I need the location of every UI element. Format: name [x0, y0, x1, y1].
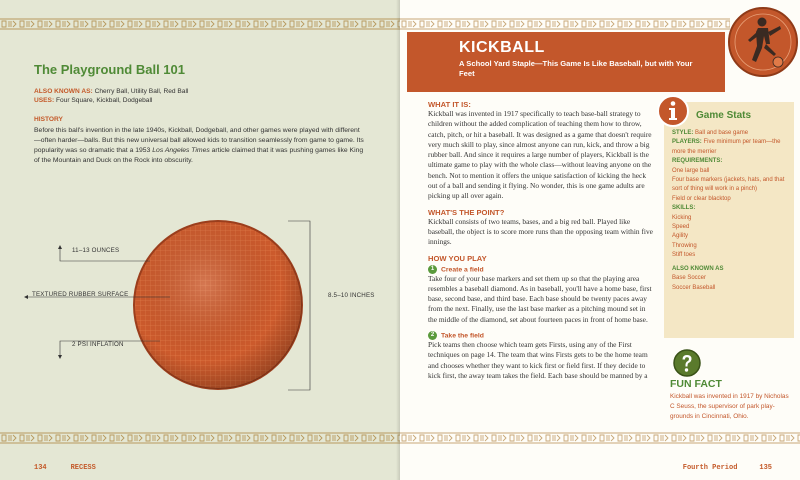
aka-label: ALSO KNOWN AS:: [34, 88, 93, 95]
callout-inflation: 2 PSI INFLATION: [72, 341, 124, 348]
right-page: [400, 0, 800, 480]
game-stats-title: Game Stats: [696, 110, 752, 121]
whats-the-point-text: Kickball consists of two teams, bases, and a big red ball. Played like baseball, the object is to score more runs than the opposing team within five innings.: [428, 216, 653, 247]
callout-surface: TEXTURED RUBBER SURFACE: [32, 291, 129, 298]
left-running-head: RECESS: [70, 464, 96, 472]
skill-item: Kicking: [672, 214, 692, 221]
decorative-border-bottom: [0, 432, 400, 444]
fun-fact-text: Kickball was invented in 1917 by Nicholas C Seuss, the supervisor of park play-grounds in Cincinnati, Ohio.: [670, 393, 789, 421]
game-stats-body: [672, 129, 790, 293]
what-it-is-text: Kickball was invented in 1917 specifically to teach base-ball strategy to children without the added complication of teaching them how to throw, catch, pitch, or hit a baseball. It was designed as a game that doesn't require very much skill to play, since almost anyone can run, kick, and throw a big rubber ball. And since it requires a large number of players, Kickball is the ultimate game to play with the whole class—without leaving anyone on the bench. Not to mention it offers the unique satisfaction of kicking the heck out of a ball and sending it flying. No wonder, this is one game adults are picking up all over again.: [428, 109, 652, 201]
step-1-text: Take four of your base markers and set them up so that the playing area resembles a baseball diamond. As in baseball, you'll have a home base, first base, second base, and third base. Each base should be twenty paces away from the next. Finally, use the last base marker as a pitching mound set in the middle of the diamond, set about fourteen paces in front of home base.: [428, 273, 652, 324]
skill-item: Throwing: [672, 242, 697, 249]
skill-item: Speed: [672, 224, 690, 231]
whats-the-point-heading: WHAT'S THE POINT?: [428, 207, 505, 217]
step-1-number: 1: [428, 265, 437, 274]
requirement-item: One large ball: [672, 167, 710, 174]
skill-item: Stiff toes: [672, 252, 696, 259]
aka-value: Cherry Ball, Utility Ball, Red Ball: [94, 88, 189, 95]
step-2-heading: [428, 331, 656, 340]
history-text: [34, 126, 364, 166]
left-folio: [34, 464, 96, 472]
stat-requirements-label: REQUIREMENTS:: [672, 158, 723, 165]
kicker-medallion-icon: [726, 2, 800, 88]
game-stats-panel: [664, 102, 794, 338]
skill-item: Agility: [672, 233, 689, 240]
what-it-is-heading: WHAT IT IS:: [428, 100, 471, 109]
step-2-number: 2: [428, 331, 437, 340]
step-1-title: Create a field: [441, 265, 484, 273]
playground-ball-illustration: [0, 205, 400, 430]
right-page-number: 135: [759, 464, 772, 472]
question-mark-icon: [672, 348, 702, 378]
stat-players: [672, 138, 790, 157]
stat-players-label: PLAYERS:: [672, 139, 702, 146]
right-running-head: Fourth Period: [682, 464, 738, 472]
history-text-italic: Los Angeles Times: [152, 147, 210, 154]
stat-skills-label: SKILLS:: [672, 205, 696, 212]
decorative-border-bottom-right: [400, 432, 800, 444]
history-heading: HISTORY: [34, 116, 63, 123]
decorative-border-top: [0, 18, 400, 30]
step-2-text: Pick teams then choose which team gets Firsts, using any of the First techniques on page 14. The team that wins Firsts gets to be the home team and chooses whether they want to kick first or field first. If they decide to kick first, the away team takes the field. Each base should be manned by a: [428, 340, 648, 380]
left-page-number: 134: [34, 464, 47, 472]
stat-style-label: STYLE:: [672, 130, 694, 136]
decorative-border-top-right: [400, 18, 730, 30]
aka-line: [34, 87, 188, 105]
kickball-banner: [407, 32, 725, 92]
uses-value: Four Square, Kickball, Dodgeball: [56, 97, 153, 104]
aka-item: Base Soccer: [672, 275, 707, 282]
requirement-item: Four base markers (jackets, hats, and that sort of thing will work in a pinch): [672, 177, 785, 193]
step-2-title: Take the field: [441, 332, 484, 340]
requirement-item: Field or clear blacktop: [672, 195, 731, 202]
uses-label: USES:: [34, 97, 55, 104]
history-text-part1: Before this ball's invention in the late 1940s, Kickball, Dodgeball, and other games were played with different—often harder—balls. But this new universal ball allowed kids to transition seamlessly from game to game. Its popularity was so dramatic that a 1953: [34, 127, 364, 154]
right-folio: [683, 464, 772, 472]
callout-size: 8.5–10 INCHES: [328, 292, 375, 299]
stat-style-value: Ball and base game: [695, 130, 749, 136]
aka-item: Soccer Baseball: [672, 284, 716, 291]
how-you-play-heading: HOW YOU PLAY: [428, 253, 487, 263]
stat-style: [672, 129, 790, 138]
game-subtitle: A School Yard Staple—This Game Is Like Baseball, but with Your Feet: [459, 59, 693, 78]
callout-weight: 11–13 OUNCES: [72, 247, 120, 254]
info-icon: [656, 94, 690, 128]
stat-players-value: Five minimum per team—the more the merrier: [672, 139, 781, 155]
ball-title: The Playground Ball 101: [34, 62, 185, 77]
fun-fact-title: FUN FACT: [670, 378, 722, 390]
stat-aka-label: ALSO KNOWN AS: [672, 265, 724, 272]
main-column: [428, 100, 656, 381]
step-1-heading: [428, 265, 656, 274]
history-text-part2: article claimed that it was pushing games like King of the Mountain and Duck on the Rock into obscurity.: [34, 147, 364, 164]
game-title: KICKBALL: [459, 39, 545, 56]
